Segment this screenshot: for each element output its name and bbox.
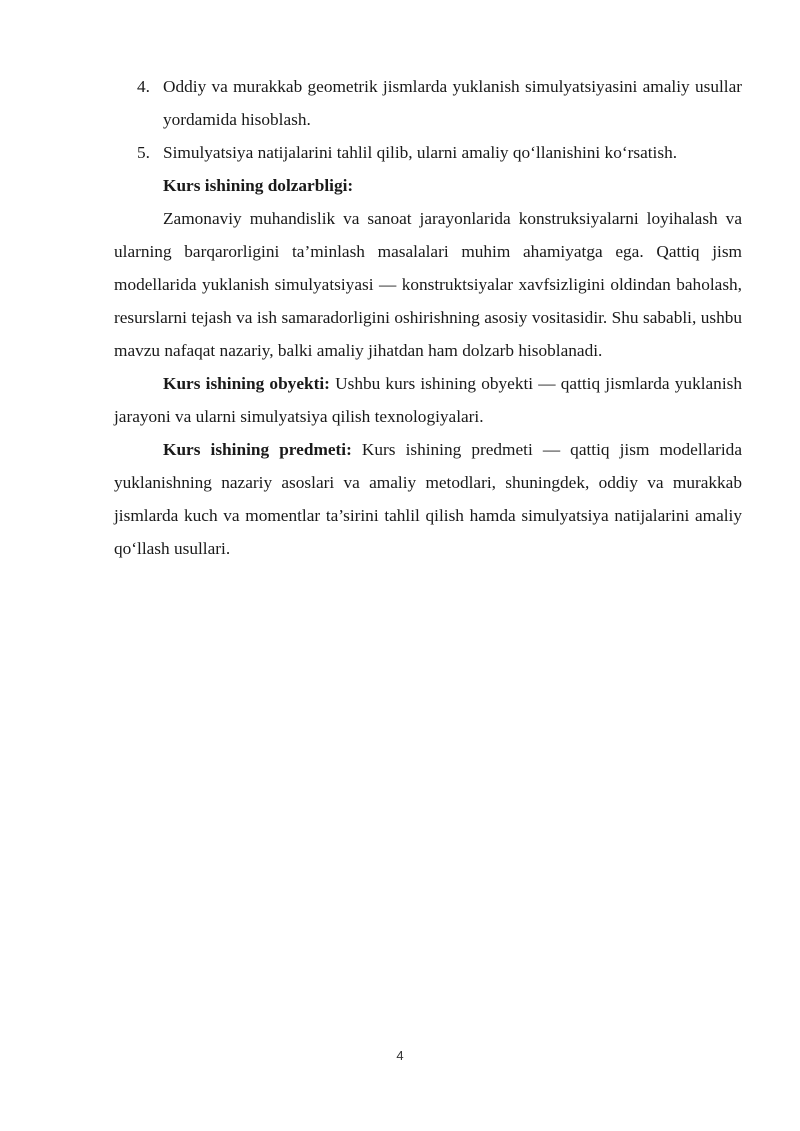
list-item-5 xyxy=(114,136,742,169)
list-item-4 xyxy=(114,70,742,136)
subject-text: Kurs ishining predmeti — qattiq jism modellarida yuklanishning nazariy asoslari va amaliy metodlari, shuningdek, oddiy va murakkab jismlarda kuch va momentlar ta’sirini tahlil qilish hamda simulyatsiya natijalarini amaliy qo‘llash usullari. xyxy=(114,440,742,558)
list-item-text: Simulyatsiya natijalarini tahlil qilib, ularni amaliy qo‘llanishini ko‘rsatish. xyxy=(163,143,678,162)
page-content xyxy=(114,70,742,565)
list-item-number: 5. xyxy=(137,143,150,162)
subject-label: Kurs ishining predmeti: xyxy=(163,440,352,459)
relevance-paragraph: Zamonaviy muhandislik va sanoat jarayonlarida konstruksiyalarni loyihalash va ularning barqarorligini ta’minlash masalalari muhim ahamiyatga ega. Qattiq jism modellarida yuklanish simulyatsiyasi — konstruktsiyalar xavfsizligini oldindan baholash, resurslarni tejash va ish samaradorligini oshirishning asosiy vositasidir. Shu sababli, ushbu mavzu nafaqat nazariy, balki amaliy jihatdan ham dolzarb hisoblanadi. xyxy=(114,209,742,360)
relevance-heading: Kurs ishining dolzarbligi: xyxy=(163,176,354,195)
list-item-number: 4. xyxy=(137,77,150,96)
object-label: Kurs ishining obyekti: xyxy=(163,374,330,393)
subject-paragraph xyxy=(114,433,742,565)
object-text: Ushbu kurs ishining obyekti — qattiq jismlarda yuklanish jarayoni va ularni simulyatsiya qilish texnologiyalari. xyxy=(114,374,742,426)
page-number: 4 xyxy=(396,1048,404,1063)
object-paragraph xyxy=(114,367,742,433)
list-item-text: Oddiy va murakkab geometrik jismlarda yuklanish simulyatsiyasini amaliy usullar yordamida hisoblash. xyxy=(163,77,742,129)
